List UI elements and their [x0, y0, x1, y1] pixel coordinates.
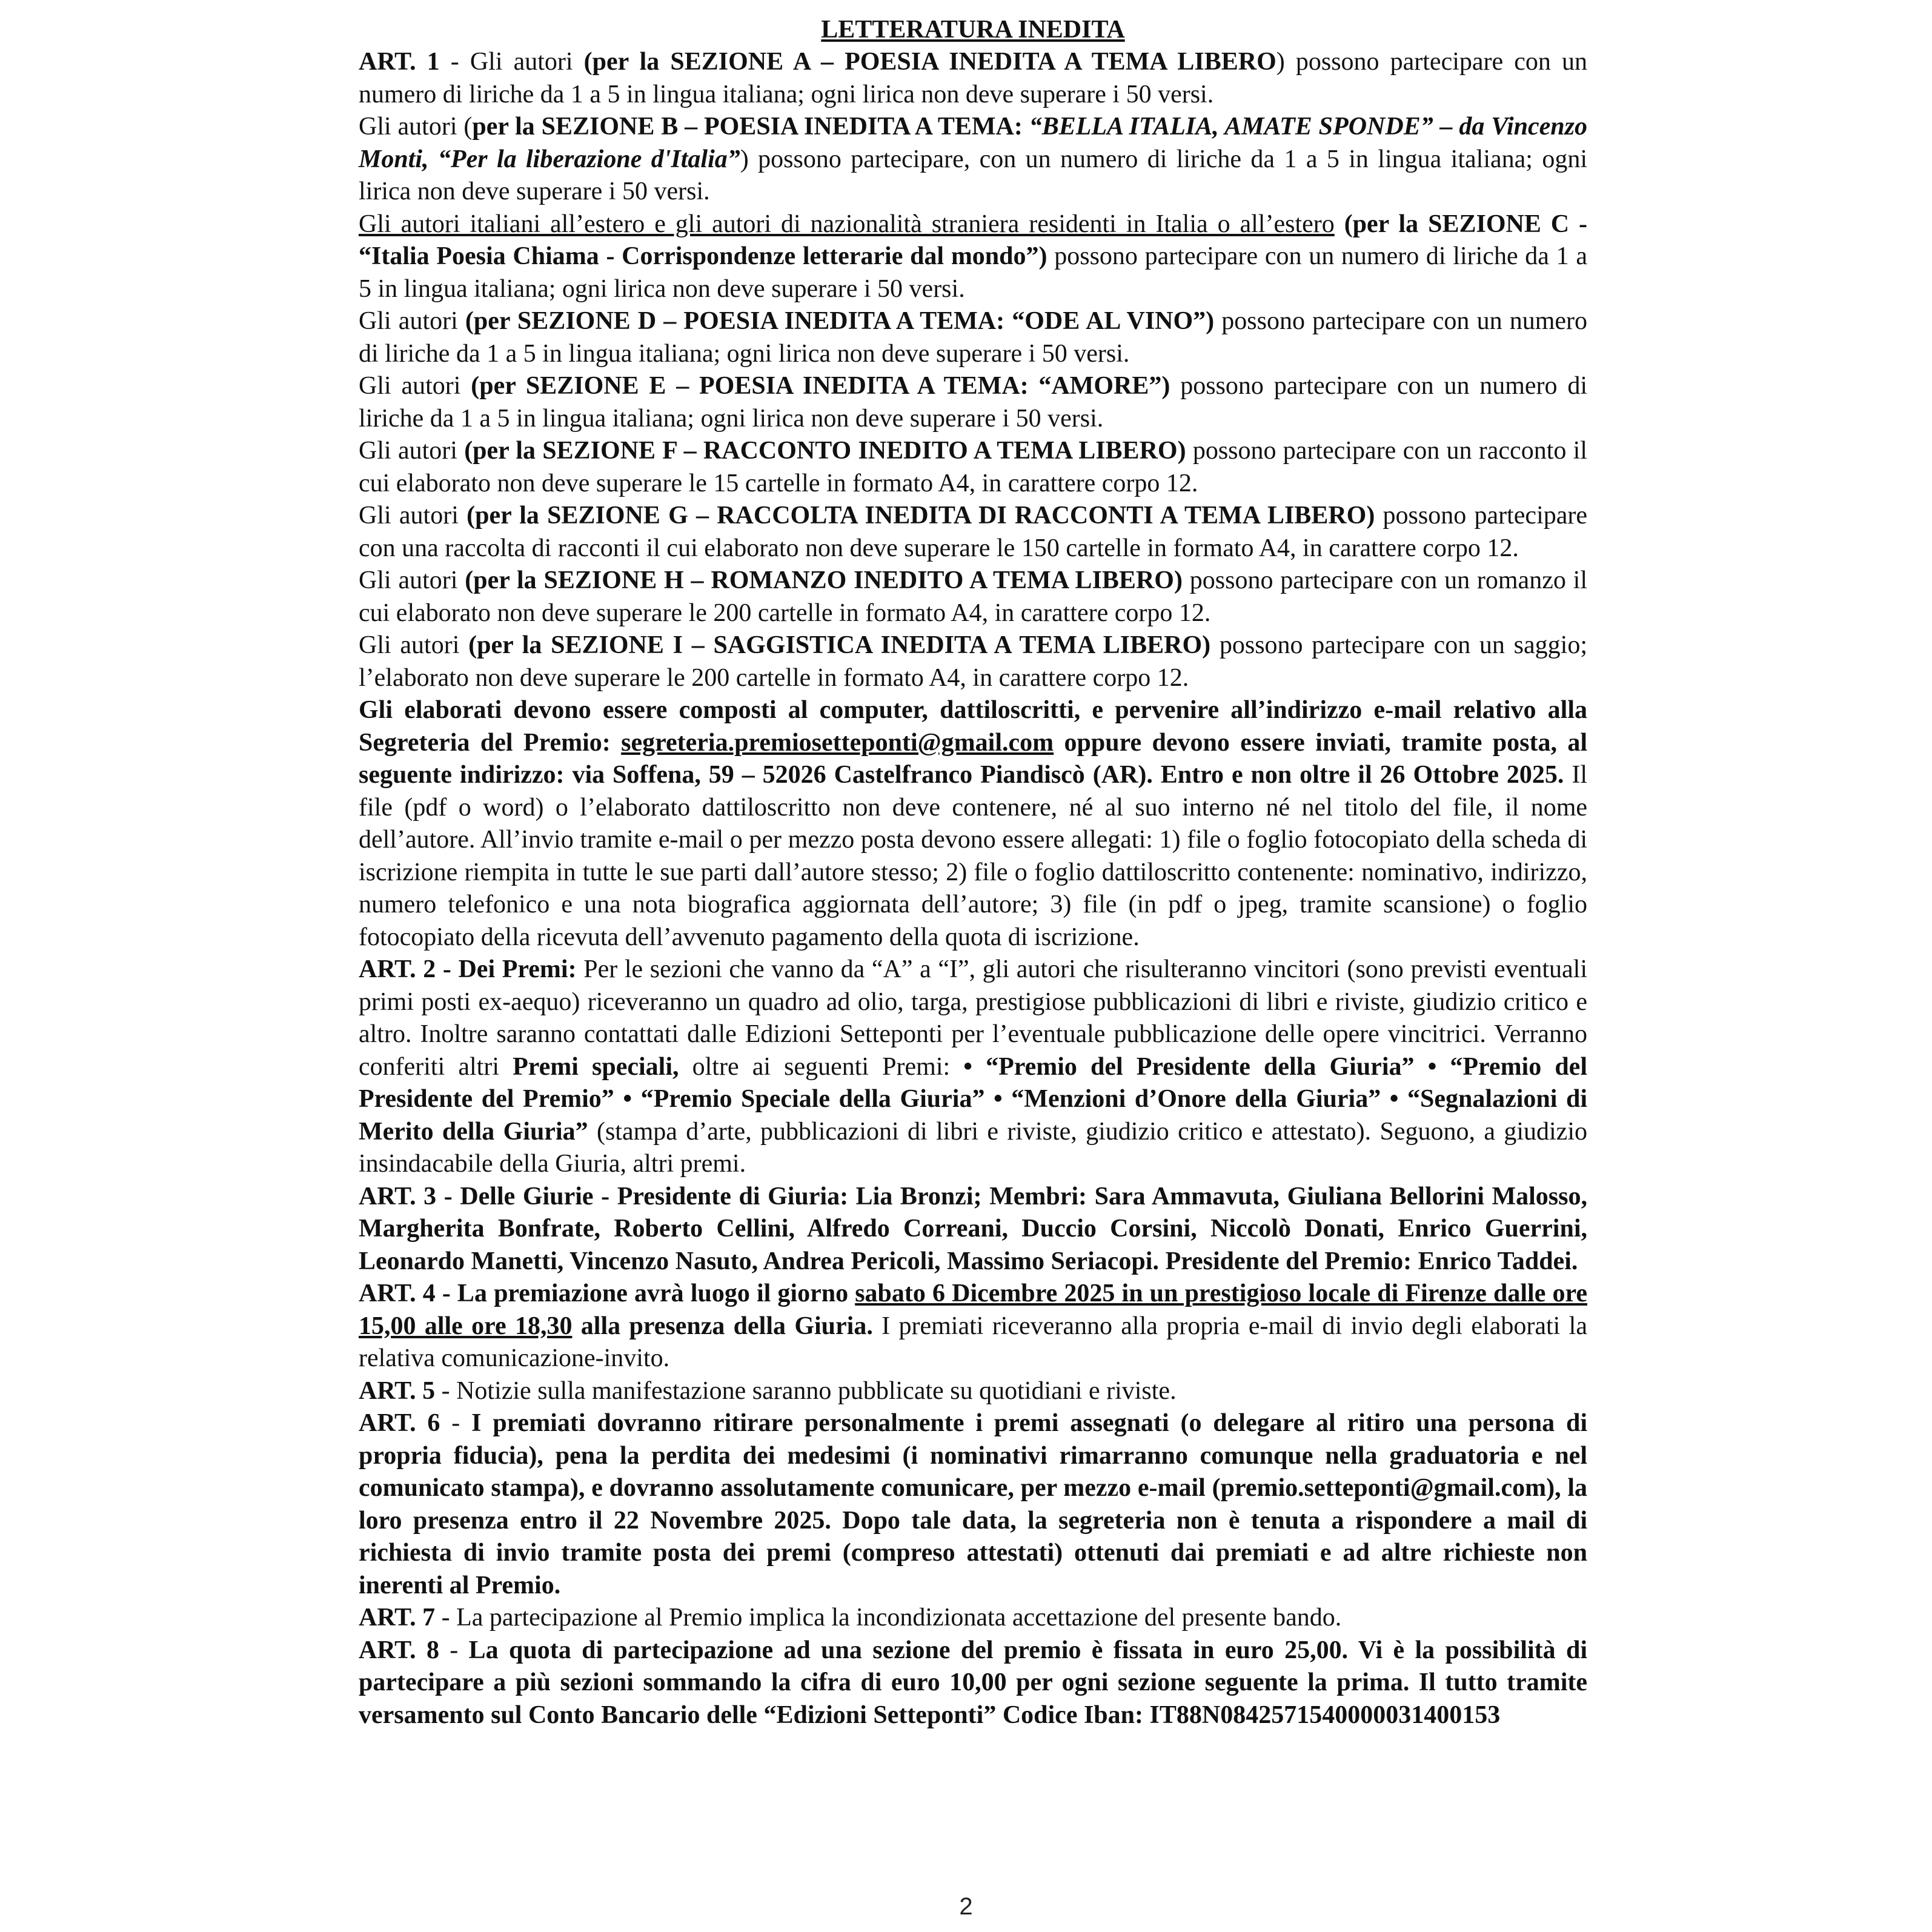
art1-section-f: Gli autori (per la SEZIONE F – RACCONTO INEDITO A TEMA LIBERO) possono partecipare con un racconto il cui elaborato non deve superare le 15 cartelle in formato A4, in carattere corpo 12.: [359, 437, 1587, 497]
art1-section-c: Gli autori italiani all’estero e gli autori di nazionalità straniera residenti in Italia o all’estero (per la SEZIONE C - “Italia Poesia Chiama - Corrispondenze letterarie dal mondo”) possono partecipare con un numero di liriche da 1 a 5 in lingua italiana; ogni lirica non deve superare i 50 versi.: [359, 210, 1588, 303]
art6-label: ART. 6: [359, 1409, 440, 1437]
page-title: LETTERATURA INEDITA: [821, 16, 1125, 44]
art1-section-d: Gli autori (per SEZIONE D – POESIA INEDITA A TEMA: “ODE AL VINO”) possono partecipare con un numero di liriche da 1 a 5 in lingua italiana; ogni lirica non deve superare i 50 versi.: [359, 307, 1588, 368]
art5-label: ART. 5: [359, 1376, 436, 1405]
art3-juries: ART. 3 - Delle Giurie - Presidente di Giuria: Lia Bronzi; Membri: Sara Ammavuta, Giuliana Bellorini Malosso, Margherita Bonfrate, Roberto Cellini, Alfredo Correani, Duccio Corsini, Niccolò Donati, Enrico Guerrini, Leonardo Manetti, Vincenzo Nasuto, Andrea Pericoli, Massimo Seriacopi. Presidente del Premio: Enrico Taddei.: [359, 1182, 1587, 1275]
art8-fee: ART. 8 - La quota di partecipazione ad una sezione del premio è fissata in euro 25,00. Vi è la possibilità di partecipare a più sezioni sommando la cifra di euro 10,00 per ogni sezione seguente la prima. Il tutto tramite versamento sul Conto Bancario delle “Edizioni Setteponti” Codice Iban: IT88N0842571540000031400153: [359, 1636, 1587, 1729]
secretariat-email-link[interactable]: segreteria.premiosetteponti@gmail.com: [621, 728, 1054, 757]
art1-section-a: ART. 1 - Gli autori (per la SEZIONE A – POESIA INEDITA A TEMA LIBERO) possono partecipare con un numero di liriche da 1 a 5 in lingua italiana; ogni lirica non deve superare i 50 versi.: [359, 48, 1587, 108]
art6-prize-collection: ART. 6 - I premiati dovranno ritirare personalmente i premi assegnati (o delegare al ritiro una persona di propria fiducia), pena la perdita dei medesimi (i nominativi rimarranno comunque nella graduatoria e nel comunicato stampa), e dovranno assolutamente comunicare, per mezzo e-mail (premio.setteponti@gmail.com), la loro presenza entro il 22 Novembre 2025. Dopo tale data, la segreteria non è tenuta a rispondere a mail di richiesta di invio tramite posta dei premi (compreso attestati) ottenuti dai premiati e ad altre richieste non inerenti al Premio.: [359, 1409, 1587, 1599]
art7-label: ART. 7: [359, 1604, 436, 1632]
art1-label: ART. 1: [359, 48, 440, 76]
art2-label: ART. 2 - Dei Premi:: [359, 955, 577, 983]
document-page: [359, 13, 1587, 1731]
art2-prizes: ART. 2 - Dei Premi: Per le sezioni che vanno da “A” a “I”, gli autori che risulteranno vincitori (sono previsti eventuali primi posti ex-aequo) riceveranno un quadro ad olio, targa, prestigiose pubblicazioni di libri e riviste, giudizio critico e altro. Inoltre saranno contattati dalle Edizioni Setteponti per l’eventuale pubblicazione delle opere vincitrici. Verranno conferiti altri Premi speciali, oltre ai seguenti Premi: • “Premio del Presidente della Giuria” • “Premio del Presidente del Premio” • “Premio Speciale della Giuria” • “Menzioni d’Onore della Giuria” • “Segnalazioni di Merito della Giuria” (stampa d’arte, pubblicazioni di libri e riviste, giudizio critico e attestato). Seguono, a giudizio insindacabile della Giuria, altri premi.: [359, 955, 1587, 1178]
art1-section-b: Gli autori (per la SEZIONE B – POESIA INEDITA A TEMA: “BELLA ITALIA, AMATE SPONDE” – da Vincenzo Monti, “Per la liberazione d'Italia”) possono partecipare, con un numero di liriche da 1 a 5 in lingua italiana; ogni lirica non deve superare i 50 versi.: [359, 113, 1588, 205]
art4-ceremony: ART. 4 - La premiazione avrà luogo il giorno sabato 6 Dicembre 2025 in un prestigioso locale di Firenze dalle ore 15,00 alle ore 18,30 alla presenza della Giuria. I premiati riceveranno alla propria e-mail di invio degli elaborati la relativa comunicazione-invito.: [359, 1280, 1588, 1372]
art1-section-h: Gli autori (per la SEZIONE H – ROMANZO INEDITO A TEMA LIBERO) possono partecipare con un romanzo il cui elaborato non deve superare le 200 cartelle in formato A4, in carattere corpo 12.: [359, 566, 1588, 627]
art5-news: ART. 5 - Notizie sulla manifestazione saranno pubblicate su quotidiani e riviste.: [359, 1376, 1177, 1405]
art1-section-g: Gli autori (per la SEZIONE G – RACCOLTA INEDITA DI RACCONTI A TEMA LIBERO) possono partecipare con una raccolta di racconti il cui elaborato non deve superare le 150 cartelle in formato A4, in carattere corpo 12.: [359, 502, 1588, 562]
art7-acceptance: ART. 7 - La partecipazione al Premio implica la incondizionata accettazione del presente bando.: [359, 1604, 1342, 1632]
page-number: 2: [959, 1893, 973, 1920]
art1-section-i: Gli autori (per la SEZIONE I – SAGGISTICA INEDITA A TEMA LIBERO) possono partecipare con un saggio; l’elaborato non deve superare le 200 cartelle in formato A4, in carattere corpo 12.: [359, 631, 1587, 692]
art1-section-e: Gli autori (per SEZIONE E – POESIA INEDITA A TEMA: “AMORE”) possono partecipare con un numero di liriche da 1 a 5 in lingua italiana; ogni lirica non deve superare i 50 versi.: [359, 372, 1587, 433]
art8-label: ART. 8: [359, 1636, 439, 1664]
art1-submission: Gli elaborati devono essere composti al computer, dattiloscritti, e pervenire all’indirizzo e-mail relativo alla Segreteria del Premio: segreteria.premiosetteponti@gmail.com oppure devono essere inviati, tramite posta, al seguente indirizzo: via Soffena, 59 – 52026 Castelfranco Piandiscò (AR). Entro e non oltre il 26 Ottobre 2025. Il file (pdf o word) o l’elaborato dattiloscritto non deve contenere, né al suo interno né nel titolo del file, il nome dell’autore. All’invio tramite e-mail o per mezzo posta devono essere allegati: 1) file o foglio fotocopiato della scheda di iscrizione riempita in tutte le sue parti dall’autore stesso; 2) file o foglio dattiloscritto contenente: nominativo, indirizzo, numero telefonico e una nota biografica aggiornata dell’autore; 3) file (in pdf o jpeg, tramite scansione) o foglio fotocopiato della ricevuta dell’avvenuto pagamento della quota di iscrizione.: [359, 696, 1588, 951]
